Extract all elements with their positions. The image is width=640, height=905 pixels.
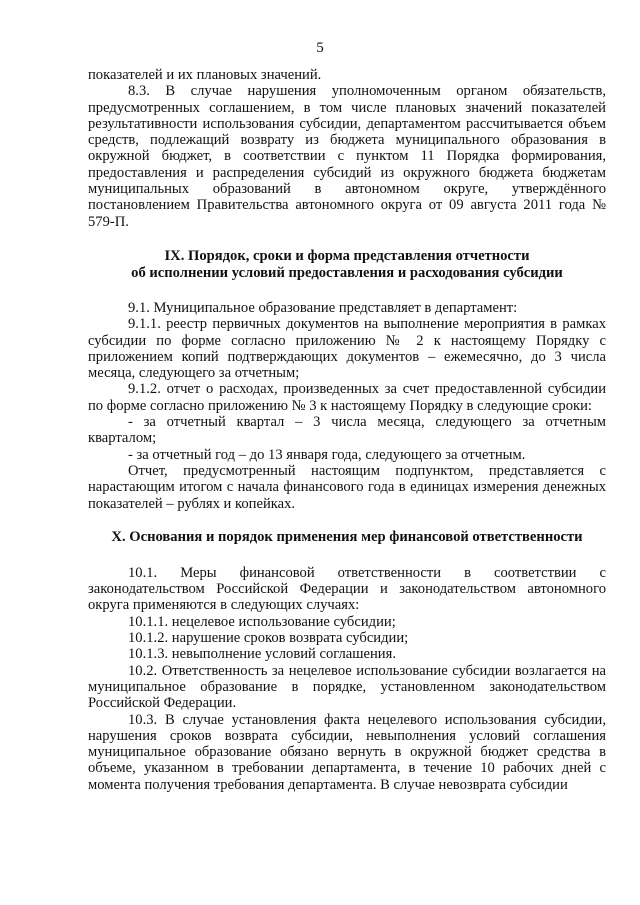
paragraph-9-1-1: 9.1.1. реестр первичных документов на выполнение мероприятия в рамках субсидии по форме согласно приложению № 2 к настоящему Порядку с приложением копий подтверждающих документов – ежемесячно, до 3 числа месяца, следующего за отчетным; [88,316,606,382]
paragraph-9-report-note: Отчет, предусмотренный настоящим подпунктом, представляется с нарастающим итогом с начала финансового года в единицах измерения денежных показателей – рублях и копейках. [88,462,606,512]
paragraph-8-2-tail: показателей и их плановых значений. [88,67,322,83]
section-9-heading-line-1: IX. Порядок, сроки и форма представления отчетности [164,247,530,264]
section-9-heading [88,248,606,282]
paragraph-10-1-2: 10.1.2. нарушение сроков возврата субсидии; [128,630,409,647]
paragraph-10-3: 10.3. В случае установления факта нецелевого использования субсидии, нарушения сроков возврата субсидии, невыполнения условий соглашения муниципальное образование обязано вернуть в окружной бюджет средства в объеме, указанном в требовании департамента, в течение 10 рабочих дней с момента получения требования департамента. В случае невозврата субсидии [88,711,606,793]
paragraph-9-1: 9.1. Муниципальное образование представляет в департамент: [128,299,518,316]
paragraph-9-quarter-deadline: - за отчетный квартал – 3 числа месяца, следующего за отчетным кварталом; [88,414,606,447]
page-number: 5 [316,40,324,56]
paragraph-9-1-2: 9.1.2. отчет о расходах, произведенных за счет предоставленной субсидии по форме согласно приложению № 3 к настоящему Порядку в следующие сроки: [88,381,606,414]
section-10-heading: X. Основания и порядок применения мер финансовой ответственности [111,528,583,545]
document-body [88,67,606,793]
paragraph-10-1: 10.1. Меры финансовой ответственности в соответствии с законодательством Российской Федерации и законодательством автономного округа применяются в следующих случаях: [88,564,606,614]
paragraph-10-1-3: 10.1.3. невыполнение условий соглашения. [128,646,396,663]
paragraph-8-3: 8.3. В случае нарушения уполномоченным органом обязательств, предусмотренных соглашением, в том числе плановых значений показателей результативности использования субсидии, департаментом рассчитывается объем средств, подлежащий возврату из бюджета муниципального образования в окружной бюджет, в соответствии с пунктом 11 Порядка формирования, предоставления и распределения субсидий из окружного бюджета бюджетам муниципальных образований в автономном округе, утверждённого постановлением Правительства автономного округа от 09 августа 2011 года № 579-П. [88,83,606,230]
paragraph-10-2: 10.2. Ответственность за нецелевое использование субсидии возлагается на муниципальное образование в порядке, установленном законодательством Российской Федерации. [88,662,606,712]
paragraph-10-1-1: 10.1.1. нецелевое использование субсидии; [128,613,396,630]
paragraph-9-year-deadline: - за отчетный год – до 13 января года, следующего за отчетным. [128,446,526,463]
section-9-heading-line-2: об исполнении условий предоставления и расходования субсидии [131,264,563,281]
